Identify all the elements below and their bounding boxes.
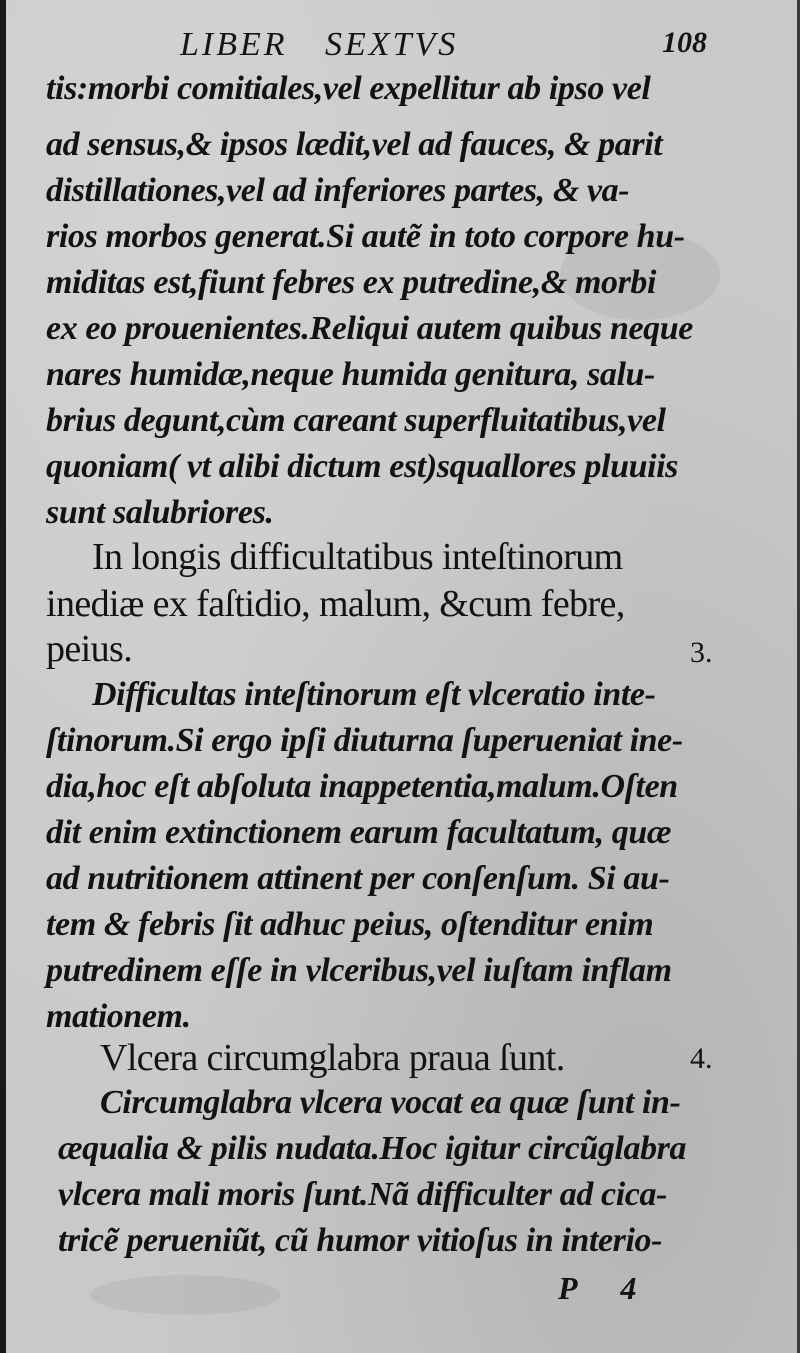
aphorism-line: In longis difficultatibus inteſtinorum (92, 536, 623, 578)
commentary-line: æqualia & pilis nudata.Hoc igitur circũglabra (58, 1130, 687, 1167)
page-number: 108 (662, 26, 707, 59)
commentary-line: tricẽ perueniũt, cũ humor vitioſus in interio- (58, 1222, 663, 1259)
aphorism-line: inediæ ex faſtidio, malum, &cum febre, (46, 583, 625, 625)
aphorism-line: Vlcera circumglabra praua ſunt. (100, 1037, 565, 1079)
aphorism-line: peius. (46, 628, 133, 670)
commentary-line: ſtinorum.Si ergo ipſi diuturna ſuperueniat ine- (46, 722, 683, 759)
paper-stain (90, 1275, 280, 1315)
commentary-line: vlcera mali moris ſunt.Nã difficulter ad cica- (58, 1176, 667, 1213)
commentary-line: ex eo prouenientes.Reliqui autem quibus neque (46, 310, 693, 347)
running-title: LIBER SEXTVS (180, 26, 459, 63)
commentary-line: dia,hoc eſt abſoluta inappetentia,malum.Oſten (46, 768, 678, 805)
commentary-line: Difficultas inteſtinorum eſt vlceratio inte- (92, 676, 656, 713)
commentary-line: ad nutritionem attinent per conſenſum. Si au- (46, 860, 670, 897)
commentary-line: miditas est,fiunt febres ex putredine,& morbi (46, 264, 657, 301)
commentary-line: tis:morbi comitiales,vel expellitur ab ipso vel (46, 70, 651, 107)
commentary-line: Circumglabra vlcera vocat ea quæ ſunt in- (100, 1084, 681, 1121)
commentary-line: brius degunt,cùm careant superfluitatibus,vel (46, 402, 666, 439)
commentary-line: nares humidæ,neque humida genitura, salu- (46, 356, 655, 393)
page-left-shadow (0, 0, 6, 1353)
aphorism-number: 3. (690, 636, 713, 669)
commentary-line: quoniam( vt alibi dictum est)squallores pluuiis (46, 448, 679, 485)
commentary-line: distillationes,vel ad inferiores partes, & va- (46, 172, 630, 209)
commentary-line: mationem. (46, 998, 191, 1035)
commentary-line: tem & febris ſit adhuc peius, oſtenditur enim (46, 906, 654, 943)
commentary-line: ad sensus,& ipsos lædit,vel ad fauces, & parit (46, 126, 663, 163)
commentary-line: putredinem eſſe in vlceribus,vel iuſtam inflam (46, 952, 672, 989)
commentary-line: dit enim extinctionem earum facultatum, quæ (46, 814, 672, 851)
commentary-line: sunt salubriores. (46, 494, 274, 531)
signature-mark: P 4 (558, 1270, 637, 1306)
commentary-line: rios morbos generat.Si autẽ in toto corpore hu- (46, 218, 685, 255)
aphorism-number: 4. (690, 1042, 713, 1075)
